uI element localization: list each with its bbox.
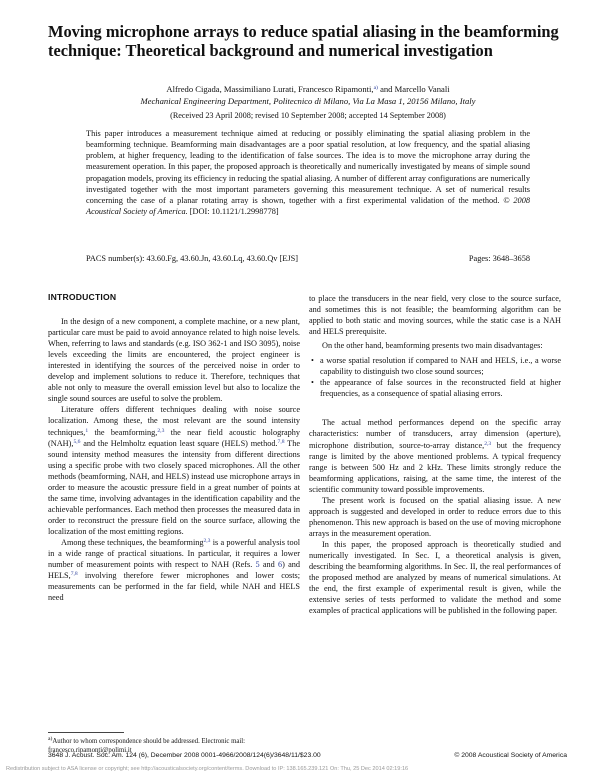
text-run: and bbox=[259, 560, 278, 570]
citation-link[interactable]: 2,3 bbox=[157, 427, 165, 434]
citation-link[interactable]: 6 bbox=[277, 560, 283, 570]
citation-link[interactable]: 2,3 bbox=[203, 537, 211, 544]
abstract bbox=[86, 128, 530, 217]
abstract-copyright: © 2008 Acoustical Society of America. bbox=[86, 195, 530, 217]
received-dates: (Received 23 April 2008; revised 10 September 2008; accepted 14 September 2008) bbox=[170, 111, 446, 120]
citation-link[interactable]: 1 bbox=[85, 427, 89, 434]
text-run: Literature offers different techniques dealing with noise source localization. Among these, the most relevant are the sound intensity techniques, bbox=[48, 405, 300, 437]
text-run: the near field acoustic holography (NAH), bbox=[48, 427, 300, 448]
list-item: • the appearance of false sources in the reconstructed field at higher frequencies, as a consequence of spatial aliasing errors. bbox=[320, 377, 561, 399]
footer-copyright: © 2008 Acoustical Society of America bbox=[454, 752, 567, 759]
text-run: The actual method performances depend on the specific array characteristics: number of transducers, array dimension (aperture), microphone distribution, source-to-array distance, bbox=[309, 418, 561, 450]
author-list bbox=[48, 84, 568, 94]
footnote-rule bbox=[48, 732, 124, 733]
intro-paragraph-8: In this paper, the proposed approach is theoretically studied and numerically investigated. In Sec. I, a theoretical analysis is given, describing the beamforming algorithms. In Sec. II, the real performances of the proposed method are analyzed by means of numerical simulations. At the end, the first example of experimental result is given, while the extensive series of tests performed to validate the method and some examples of practical applications will be published in the following paper. bbox=[309, 539, 561, 616]
section-heading-introduction: INTRODUCTION bbox=[48, 292, 117, 302]
doi[interactable]: [DOI: 10.1121/1.2998778] bbox=[187, 207, 279, 217]
affiliation: Mechanical Engineering Department, Politecnico di Milano, Via La Masa 1, 20156 Milano, Italy bbox=[140, 96, 476, 106]
text-run: involving therefore fewer microphones and lower costs; measurements can be performed in the far field, while NAH and HELS need bbox=[48, 571, 300, 603]
authors-after: and Marcello Vanali bbox=[377, 84, 450, 94]
text-run: the beamforming, bbox=[88, 427, 158, 437]
footer-citation: 3648 J. Acoust. Soc. Am. 124 (6), December 2008 0001-4966/2008/124(6)/3648/11/$23.00 bbox=[48, 752, 321, 759]
list-item: • a worse spatial resolution if compared to NAH and HELS, i.e., a worse capability to distinguish two close sound sources; bbox=[320, 355, 561, 377]
intro-paragraph-6 bbox=[309, 417, 561, 494]
citation-link[interactable]: 7,8 bbox=[70, 571, 78, 578]
text-run: and the Helmholtz equation least square (HELS) method. bbox=[80, 438, 278, 448]
pacs-numbers: PACS number(s): 43.60.Fg, 43.60.Jn, 43.60.Lq, 43.60.Qv [EJS] bbox=[86, 254, 298, 263]
left-column bbox=[48, 292, 300, 603]
citation-link[interactable]: 5 bbox=[255, 560, 260, 570]
citation-link[interactable]: 2,3 bbox=[484, 440, 492, 447]
intro-paragraph-2 bbox=[48, 404, 300, 537]
text-run: is a powerful analysis tool in a wide range of practical situations. In particular, it requires a lower number of measurement points with respect to NAH (Refs. bbox=[48, 537, 300, 570]
text-run: Among these techniques, the beamforming bbox=[61, 537, 204, 547]
intro-paragraph-4: to place the transducers in the near field, very close to the source surface, and sometimes this is not feasible; the beamforming algorithm can be applied to both static and moving sources, while the static case is a NAH and HELS prerequisite. bbox=[309, 294, 561, 337]
footnote-mark: a) bbox=[48, 736, 53, 742]
redistribution-watermark: Redistribution subject to ASA license or copyright; see http://acousticalsociety.org/content/terms. Download to IP: 138.165.239.121 On: Thu, 25 Dec 2014 02:19:16 bbox=[6, 766, 409, 772]
pacs-line bbox=[86, 254, 530, 263]
intro-paragraph-5: On the other hand, beamforming presents two main disadvantages: bbox=[322, 341, 543, 351]
intro-paragraph-3 bbox=[48, 537, 300, 603]
text-run: The sound intensity method measures the intensity from different directions using a specific probe with two closely spaced microphones. All the other methods (beamforming, NAH, and HELS) instead use microphone arrays in order to measure the acoustic pressure field in a great number of points at the same time, involving advantages in the identification capability and the achievable performances. Each method then processes the measured data in order to reconstruct the pressure field on the source surface, allowing the localization of the most emitting regions. bbox=[48, 438, 300, 536]
citation-link[interactable]: 5,6 bbox=[73, 438, 81, 445]
author-footnote-mark[interactable]: a) bbox=[373, 85, 378, 91]
footnote-text: Author to whom correspondence should be addressed. Electronic mail: francesco.ripamonti@polimi.it bbox=[48, 738, 246, 754]
text-run: but the frequency range is limited by the above mentioned problems. A typical frequency range is between 500 Hz and 2 kHz. These limits strongly reduce the beamforming applications, raising, at the same time, the interest of the scientific community toward possible improvements. bbox=[309, 440, 561, 494]
abstract-body: This paper introduces a measurement technique aimed at reducing or possibly eliminating the spatial aliasing problem in the beamforming technique. Beamforming main disadvantages are a poor spatial resolution, at low frequency, and the spatial aliasing problem, at higher frequency, leading to the identification of false sources. The idea is to move the microphone array during the measurement operation. In this paper, the proposed approach is theoretically and numerically investigated by means of simple sound propagation models, proving its efficiency in reducing the spatial aliasing. A number of different array configurations are numerically investigated together with the most important parameters governing this measurement technique. A set of numerical results concerning the case of a planar rotating array is shown, together with a first experimental validation of the method. bbox=[86, 129, 530, 205]
citation-link[interactable]: 7,8 bbox=[277, 438, 285, 445]
intro-paragraph-7: The present work is focused on the spatial aliasing issue. A new approach is suggested and developed in order to reduce errors due to this phenomenon. This new approach is based on the use of moving microphone arrays in the measurement operation. bbox=[309, 495, 561, 538]
intro-paragraph-1: In the design of a new component, a complete machine, or a new plant, particular care must be paid to avoid annoyance related to high noise levels. When, referring to laws and standards (e.g. ISO 362-1 and ISO 3095), noise levels exceeding the limits are encountered, the project engineer is interested in identifying the sources of the perceived noise in order to develop and implement solutions to reduce it. Therefore, techniques that able not only to measure the overall emission level but also to localize the single sound sources are useful to solve the problem. bbox=[48, 317, 300, 404]
paper-title: Moving microphone arrays to reduce spatial aliasing in the beamforming technique: Theoretical background and numerical investigation bbox=[48, 22, 559, 60]
disadvantages-list bbox=[309, 355, 561, 399]
right-column bbox=[309, 293, 561, 616]
page-range: Pages: 3648–3658 bbox=[468, 254, 530, 263]
text-run: ) and HELS, bbox=[48, 560, 300, 581]
authors-before: Alfredo Cigada, Massimiliano Lurati, Francesco Ripamonti, bbox=[166, 84, 374, 94]
